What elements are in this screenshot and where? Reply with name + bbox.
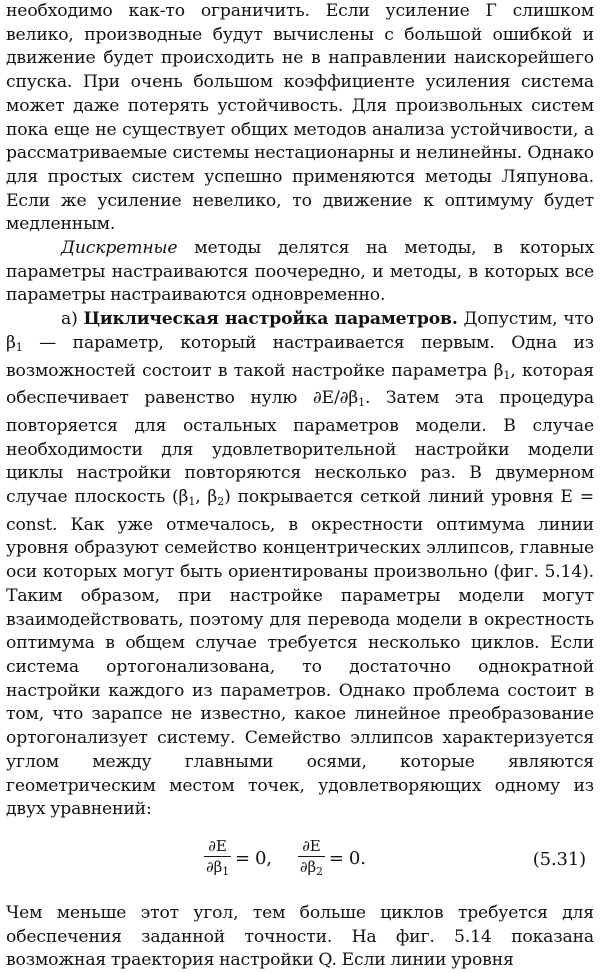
fraction-numerator: ∂E [302, 836, 321, 855]
beta-symbol: β [493, 360, 504, 381]
paragraph-3-text-6: ) покрывается сеткой линий уровня E = const. Как уже отмечалось, в окрестности оптимума линии уровня образуют семейство концентрических эллипсов, главные оси которых могут быть ориентированы произвольно (фиг. 5.14). Таким образом, при настройке параметры модели могут взаимодействовать, поэтому для перевода модели в окрестность оптимума в общем случае требуется несколько циклов. Если система ортогонализована, то достаточно однократной настройки каждого из параметров. Однако проблема состоит в том, что зарапсе не известно, какое линейное преобразование ортогонализует систему. Семейство эллипсов характеризуется углом между главными осями, которые являются геометрическим местом точек, удовлетворяющих одному из двух уравнений: [6, 487, 594, 820]
paragraph-2-text: методы делятся на методы, в которых параметры настраиваются поочередно, и методы, в которых все параметры настраиваются одновременно. [6, 238, 594, 306]
paragraph-3-text-1: Допустим, что [457, 309, 594, 330]
paragraph-2 [6, 237, 594, 308]
fraction-denominator [204, 857, 231, 882]
partial-fraction-1 [204, 836, 231, 882]
paragraph-3-text-5: , β [195, 487, 218, 508]
denominator-symbol: ∂β [206, 857, 223, 876]
paragraph-1: необходимо как-то ограничить. Если усиление Г слишком велико, производные будут вычислены с большой ошибкой и движение будет происходить не в направлении наискорейшего спуска. При очень большом коэффициенте усиления система может даже потерять устойчивость. Для произвольных систем пока еще не существует общих методов анализа устойчивости, а рассматриваемые системы нестационарны и нелинейны. Однако для простых систем успешно применяются методы Ляпунова. Если же усиление невелико, то движение к оптимуму будет медленным. [6, 1, 594, 235]
equals-zero-1: = 0, [235, 848, 272, 870]
beta-symbol: β [6, 332, 16, 353]
fraction-numerator: ∂E [208, 836, 227, 855]
partial-fraction-2 [298, 836, 325, 882]
subscript: 1 [222, 864, 229, 878]
equation-body [204, 836, 370, 882]
subscript: 2 [316, 864, 323, 878]
section-heading: Циклическая настройка параметров. [83, 309, 458, 330]
fraction-denominator [298, 857, 325, 882]
subscript: 1 [358, 396, 365, 410]
equation-number: (5.31) [532, 848, 586, 870]
equals-zero-2: = 0. [328, 848, 366, 870]
denominator-symbol: ∂β [299, 857, 317, 876]
subscript: 1 [15, 340, 23, 354]
equation-5-31 [6, 828, 594, 898]
subscript: 2 [217, 495, 225, 509]
text-body [6, 0, 594, 973]
subscript: 1 [188, 495, 196, 509]
italic-term-discrete: Дискретные [61, 238, 178, 259]
item-label: а) [61, 309, 84, 330]
paragraph-3-text-3: , которая обеспечивает равенство нулю ∂E/∂β [6, 360, 594, 409]
paragraph-3-text-4: . Затем эта процедура повторяется для остальных параметров модели. В случае необходимости для удовлетворительной настройки модели циклы настройки повторяются несколько раз. В двумерном случае плоскость (β [6, 388, 594, 508]
paragraph-3 [6, 308, 594, 822]
paragraph-3-text-2: — параметр, который настраивается первым. Одна из возможностей состоит в такой настройке параметра [6, 332, 594, 381]
paragraph-4: Чем меньше этот угол, тем больше циклов требуется для обеспечения заданной точности. На фиг. 5.14 показана возможная траектория настройки Q. Если линии уровня [6, 902, 594, 971]
subscript: 1 [503, 368, 511, 382]
